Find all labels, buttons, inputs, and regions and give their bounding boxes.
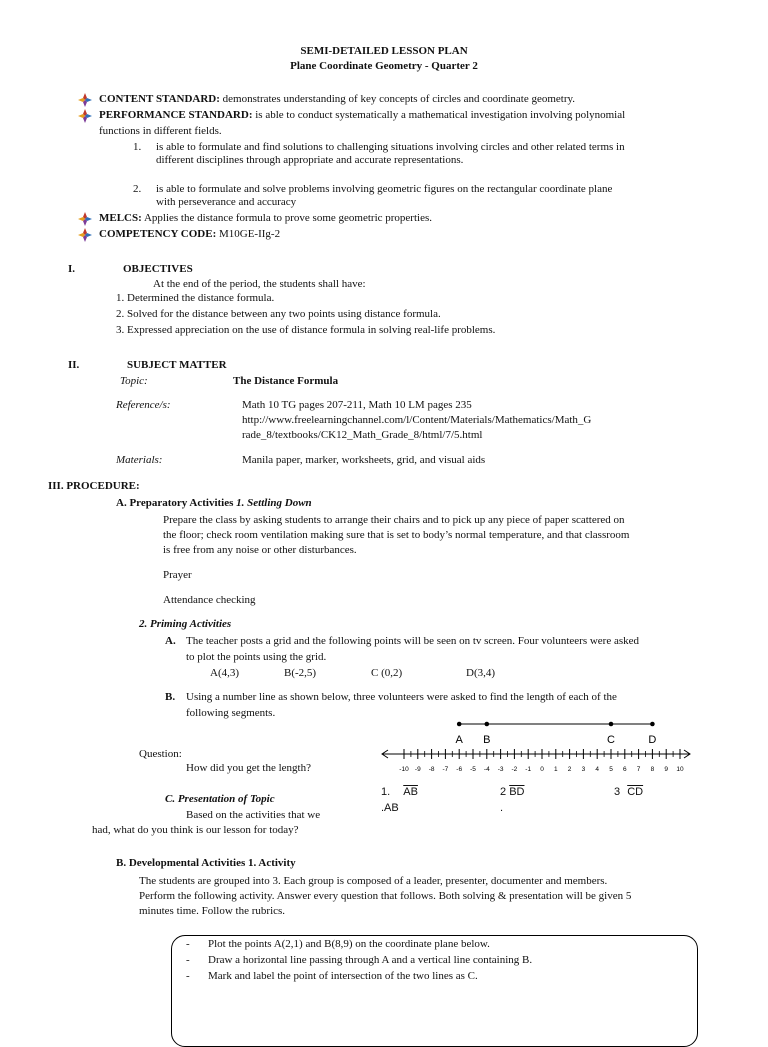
- content-standard: [99, 92, 575, 107]
- preparatory-label: A. Preparatory Activities: [116, 497, 234, 509]
- content-standard-text: demonstrates understanding of key concepts of circles and coordinate geometry.: [222, 93, 576, 105]
- perf-item-line: is able to formulate and solve problems involving geometric figures on the rectangular coordinate plane: [156, 183, 613, 195]
- tick-label: -7: [442, 766, 449, 773]
- activity-dash: -: [186, 938, 190, 950]
- melcs-label: MELCS:: [99, 212, 142, 224]
- segment-note: .: [500, 802, 504, 814]
- presentation-text: Based on the activities that we: [186, 809, 321, 821]
- point-label: A: [455, 734, 463, 746]
- subject-matter-heading: SUBJECT MATTER: [127, 359, 227, 371]
- segment-label: [500, 785, 524, 800]
- segment-note: .AB: [381, 802, 399, 814]
- bullet-icon: [78, 212, 92, 226]
- perf-item-num: 1.: [133, 141, 142, 153]
- developmental-text: The students are grouped into 3. Each group is composed of a leader, presenter, documenter and members.: [139, 875, 608, 887]
- perf-item-line: different disciplines through appropriate and accurate representations.: [156, 154, 464, 166]
- preparatory-text: is free from any noise or other disturbances.: [163, 544, 357, 556]
- topic-value: The Distance Formula: [233, 375, 339, 387]
- point-dot: [457, 722, 462, 727]
- point-coordinate: B(-2,5): [284, 667, 317, 679]
- bullet-icon: [78, 93, 92, 107]
- content-standard-label: CONTENT STANDARD:: [99, 93, 220, 105]
- preparatory-heading: [116, 496, 312, 511]
- tick-label: 1: [553, 766, 558, 773]
- section-numeral: I.: [68, 263, 76, 275]
- point-coordinate: A(4,3): [210, 667, 240, 679]
- point-dot: [485, 722, 490, 727]
- point-label: D: [648, 734, 657, 746]
- competency-code: [99, 227, 280, 242]
- tick-label: 5: [609, 766, 613, 773]
- materials-label: Materials:: [116, 454, 163, 466]
- point-label: C: [607, 734, 615, 746]
- tick-label: 8: [650, 766, 655, 773]
- document-title: SEMI-DETAILED LESSON PLAN: [300, 45, 468, 57]
- segment-name: $\overline{CD}$: [627, 786, 644, 798]
- preparatory-text: the floor; check room ventilation making sure that is set to body’s normal temperature, and that classroom: [163, 529, 630, 541]
- point-label: B: [483, 734, 491, 746]
- activity-item: Mark and label the point of intersection of the two lines as C.: [208, 970, 478, 982]
- priming-a-text: to plot the points using the grid.: [186, 651, 327, 663]
- developmental-text: minutes time. Follow the rubrics.: [139, 905, 286, 917]
- reference-line: Math 10 TG pages 207-211, Math 10 LM pages 235: [242, 399, 472, 411]
- objective-item: 1. Determined the distance formula.: [116, 292, 275, 304]
- tick-label: 4: [595, 766, 600, 773]
- priming-a-label: A.: [165, 635, 176, 647]
- tick-label: -5: [470, 766, 476, 773]
- objective-item: 2. Solved for the distance between any two points using distance formula.: [116, 308, 441, 320]
- bullet-icon: [78, 228, 92, 242]
- priming-b-text: Using a number line as shown below, three volunteers were asked to find the length of each of the: [186, 691, 617, 703]
- objective-item: 3. Expressed appreciation on the use of distance formula in solving real-life problems.: [116, 324, 496, 336]
- developmental-heading: B. Developmental Activities 1. Activity: [116, 857, 296, 869]
- tick-label: -6: [456, 766, 463, 773]
- activity-item: Plot the points A(2,1) and B(8,9) on the coordinate plane below.: [208, 938, 490, 950]
- performance-standard-text-cont: functions in different fields.: [99, 125, 222, 137]
- melcs: [99, 211, 432, 226]
- attendance-text: Attendance checking: [163, 594, 256, 606]
- developmental-text: Perform the following activity. Answer every question that follows. Both solving & presentation will be given 5: [139, 890, 632, 902]
- tick-label: -8: [428, 766, 435, 773]
- segment-num: 1.: [381, 786, 391, 798]
- priming-heading: 2. Priming Activities: [139, 618, 232, 630]
- performance-standard-label: PERFORMANCE STANDARD:: [99, 109, 253, 121]
- activity-item: Draw a horizontal line passing through A and a vertical line containing B.: [208, 954, 533, 966]
- segment-num: 2: [500, 786, 507, 798]
- objectives-intro: At the end of the period, the students shall have:: [153, 278, 366, 290]
- tick-label: 2: [567, 766, 572, 773]
- question-text: How did you get the length?: [186, 762, 311, 774]
- performance-standard-text: is able to conduct systematically a mathematical investigation involving polynomial: [255, 109, 626, 121]
- number-line: [378, 716, 698, 778]
- performance-standard: [99, 108, 625, 123]
- segment-label: [381, 785, 418, 800]
- tick-label: -4: [483, 766, 490, 773]
- tick-label: -10: [399, 766, 409, 773]
- melcs-text: Applies the distance formula to prove some geometric properties.: [143, 212, 432, 224]
- tick-label: -1: [525, 766, 532, 773]
- bullet-icon: [78, 109, 92, 123]
- materials-value: Manila paper, marker, worksheets, grid, and visual aids: [242, 454, 486, 466]
- reference-label: Reference/s:: [116, 399, 171, 411]
- priming-b-text: following segments.: [186, 707, 276, 719]
- point-dot: [650, 722, 655, 727]
- segment-num: 3: [614, 786, 621, 798]
- reference-url[interactable]: rade_8/textbooks/CK12_Math_Grade_8/html/7/5.html: [242, 429, 483, 441]
- section-numeral: II.: [68, 359, 80, 371]
- procedure-heading: III. PROCEDURE:: [48, 480, 140, 492]
- tick-label: 3: [581, 766, 586, 773]
- priming-b-label: B.: [165, 691, 176, 703]
- question-label: Question:: [139, 748, 182, 760]
- settling-down-label: 1. Settling Down: [236, 497, 312, 509]
- perf-item-num: 2.: [133, 183, 142, 195]
- tick-label: -3: [497, 766, 504, 773]
- tick-label: -9: [414, 766, 421, 773]
- activity-dash: -: [186, 954, 190, 966]
- tick-label: 7: [636, 766, 641, 773]
- presentation-heading: C. Presentation of Topic: [165, 793, 275, 805]
- tick-label: 9: [664, 766, 669, 773]
- point-coordinate: D(3,4): [466, 667, 496, 679]
- document-subtitle: Plane Coordinate Geometry - Quarter 2: [290, 60, 478, 72]
- tick-label: 6: [622, 766, 627, 773]
- priming-a-text: The teacher posts a grid and the following points will be seen on tv screen. Four volunteers were asked: [186, 635, 640, 647]
- competency-code-label: COMPETENCY CODE:: [99, 228, 217, 240]
- tick-label: 0: [540, 766, 544, 773]
- topic-label: Topic:: [120, 375, 148, 387]
- segment-label: [614, 785, 643, 800]
- reference-url[interactable]: http://www.freelearningchannel.com/l/Content/Materials/Mathematics/Math_G: [242, 414, 592, 426]
- perf-item-line: is able to formulate and find solutions to challenging situations involving circles and other related terms in: [156, 141, 625, 153]
- point-dot: [609, 722, 614, 727]
- tick-label: -2: [511, 766, 518, 773]
- prayer-text: Prayer: [163, 569, 192, 581]
- perf-item-line: with perseverance and accuracy: [156, 196, 297, 208]
- point-coordinate: C (0,2): [371, 667, 403, 679]
- segment-name: $\overline{BD}$: [509, 786, 525, 798]
- preparatory-text: Prepare the class by asking students to arrange their chairs and to pick up any piece of paper scattered on: [163, 514, 625, 526]
- tick-label: 10: [676, 766, 684, 773]
- segment-name: $\overline{AB}$: [403, 786, 418, 798]
- competency-code-value: M10GE-IIg-2: [218, 228, 281, 240]
- objectives-heading: OBJECTIVES: [123, 263, 193, 275]
- presentation-text: had, what do you think is our lesson for today?: [92, 824, 299, 836]
- activity-dash: -: [186, 970, 190, 982]
